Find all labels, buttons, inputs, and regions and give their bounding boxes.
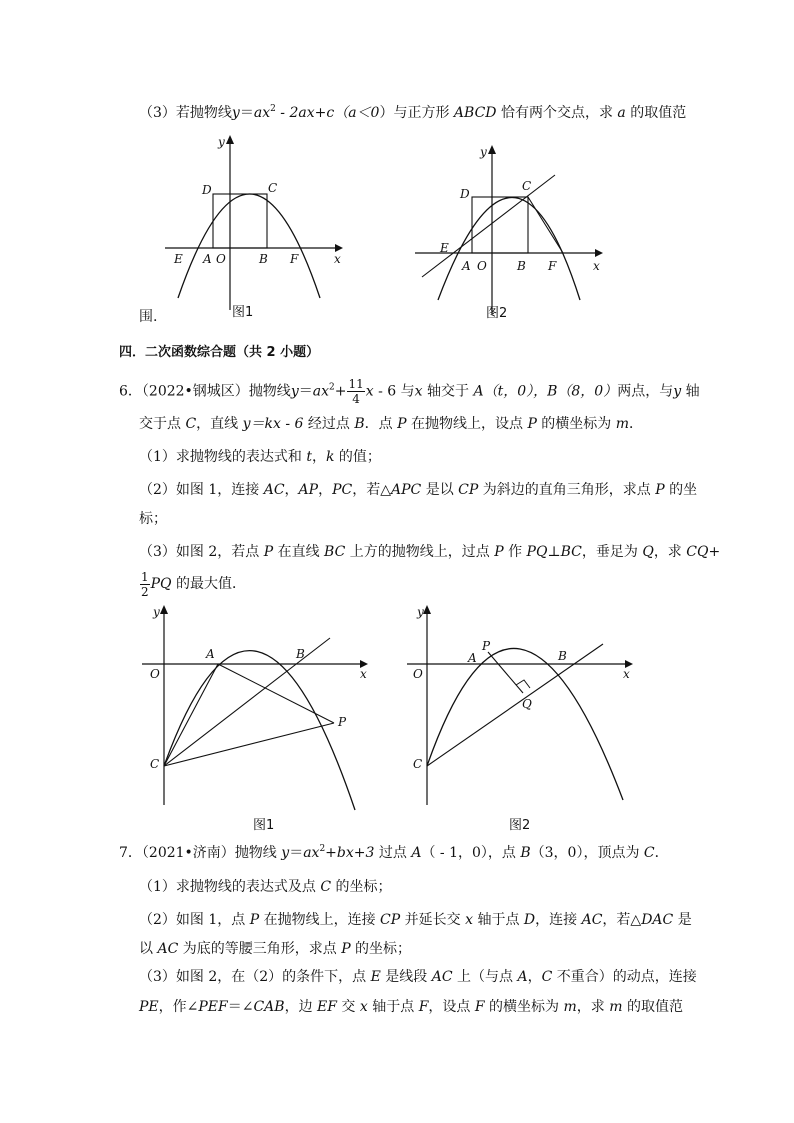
q7-expr: +bx+3 bbox=[325, 845, 375, 861]
q7-text: 为底的等腰三角形，求点 bbox=[178, 941, 342, 957]
q5-figure-1 bbox=[160, 130, 350, 320]
segment-ap bbox=[218, 664, 334, 723]
label-o: O bbox=[477, 259, 487, 273]
q7-text: ， bbox=[527, 969, 542, 985]
frac-den: 4 bbox=[352, 392, 360, 406]
q6-plus: + bbox=[708, 544, 721, 560]
q7-var: C bbox=[643, 845, 655, 861]
q6-text: 作 bbox=[503, 544, 527, 560]
label-x: x bbox=[360, 667, 367, 681]
q7-text: 的横坐标为 bbox=[484, 999, 564, 1015]
label-f: F bbox=[290, 252, 299, 266]
frac-num: 1 bbox=[141, 569, 149, 584]
q5-figure-2 bbox=[410, 140, 610, 320]
q7-var: AC bbox=[431, 969, 453, 985]
q7-var: m bbox=[563, 999, 577, 1015]
q5-part3-line bbox=[139, 103, 686, 123]
label-o: O bbox=[150, 667, 160, 681]
q5-part3-lead: （3）若抛物线 bbox=[139, 105, 232, 121]
label-o: O bbox=[216, 252, 226, 266]
line-ec bbox=[422, 175, 555, 277]
q7-var: A bbox=[517, 969, 528, 985]
y-axis-arrow bbox=[160, 605, 168, 614]
q6-var: y bbox=[290, 383, 299, 400]
parabola bbox=[164, 651, 355, 810]
section-4-title: 四．二次函数综合题（共 2 小题） bbox=[119, 345, 320, 360]
q7-var: AC bbox=[157, 941, 179, 957]
label-b: B bbox=[296, 647, 305, 661]
q5-tail: 恰有两个交点，求 bbox=[496, 105, 618, 121]
parabola bbox=[178, 194, 320, 298]
q6-text: 在直线 bbox=[273, 544, 325, 560]
label-a: A bbox=[468, 651, 477, 665]
label-a: A bbox=[462, 259, 471, 273]
y-axis-arrow bbox=[488, 145, 496, 154]
q6-text: 抛物线 bbox=[248, 383, 291, 400]
q7-text: 的坐标； bbox=[331, 879, 392, 895]
x-axis-arrow bbox=[595, 249, 603, 257]
q7-text: （ - 1，0），点 bbox=[421, 845, 521, 861]
label-d: D bbox=[202, 183, 212, 197]
q7-text: ，求 bbox=[576, 999, 610, 1015]
q5-square: ABCD bbox=[453, 105, 497, 121]
q6-var: P bbox=[494, 544, 504, 560]
caption-fig1: 图1 bbox=[253, 818, 275, 833]
caption-fig2: 图2 bbox=[509, 818, 531, 833]
q6-var: APC bbox=[391, 482, 422, 498]
label-c: C bbox=[522, 179, 532, 193]
label-x: x bbox=[623, 667, 630, 681]
q6-var: B bbox=[354, 416, 365, 432]
segment-pc bbox=[164, 723, 334, 766]
q6-text: ．点 bbox=[364, 416, 398, 432]
q6-var: PQ bbox=[150, 576, 172, 592]
q6-text: 的最大值． bbox=[171, 576, 246, 592]
q7-text: 并延长交 bbox=[400, 912, 466, 928]
label-x: x bbox=[593, 259, 600, 273]
parabola bbox=[427, 648, 623, 800]
q6-text: 的横坐标为 bbox=[536, 416, 616, 432]
q6-source: （2022•钢城区） bbox=[141, 383, 249, 400]
q6-text: ，若△ bbox=[352, 482, 391, 498]
q5-cond: a＜0 bbox=[348, 105, 380, 121]
q7-part2-wrap bbox=[139, 939, 411, 959]
q7-part2 bbox=[139, 910, 692, 930]
q6-text: 是以 bbox=[421, 482, 459, 498]
q6-var: P bbox=[263, 544, 274, 560]
q7-line-1 bbox=[119, 843, 669, 863]
fraction-11-4 bbox=[347, 377, 364, 406]
y-axis-arrow bbox=[226, 135, 234, 144]
q6-var: ax bbox=[312, 383, 329, 400]
label-b: B bbox=[517, 259, 526, 273]
fraction-1-2 bbox=[140, 570, 150, 599]
q7-text: 以 bbox=[139, 941, 158, 957]
q7-text: 抛物线 bbox=[234, 845, 282, 861]
q6-plus: + bbox=[334, 383, 347, 400]
label-y: y bbox=[153, 605, 160, 619]
q6-text: - 6 与 bbox=[373, 383, 415, 400]
q6-sup: 2 bbox=[328, 382, 335, 393]
label-q: Q bbox=[522, 697, 532, 711]
q7-var: E bbox=[370, 969, 381, 985]
q7-text: 交 bbox=[336, 999, 360, 1015]
q7-var: C bbox=[541, 969, 553, 985]
q6-line-2 bbox=[139, 414, 643, 434]
q7-text: （3）如图 2，在（2）的条件下，点 bbox=[139, 969, 371, 985]
q6-var: P bbox=[527, 416, 537, 432]
q7-source: （2021•济南） bbox=[141, 845, 235, 861]
q7-text: （3，0），顶点为 bbox=[530, 845, 644, 861]
q5-var: a bbox=[617, 105, 626, 121]
q6-var: BC bbox=[324, 544, 346, 560]
q7-text: 上（与点 bbox=[452, 969, 518, 985]
q6-text: ， bbox=[318, 482, 333, 498]
q6-text: 上方的抛物线上，过点 bbox=[345, 544, 495, 560]
label-a: A bbox=[203, 252, 212, 266]
q5-expr-rest: - 2ax+c（ bbox=[275, 105, 349, 121]
q6-var: C bbox=[185, 416, 197, 432]
q6-text: 轴 bbox=[681, 383, 700, 400]
q7-part3 bbox=[139, 967, 697, 987]
label-f: F bbox=[548, 259, 557, 273]
q5-part3-wrap: 围. bbox=[139, 309, 158, 325]
q6-text: ， bbox=[284, 482, 299, 498]
q6-text: ， bbox=[312, 449, 326, 465]
label-e: E bbox=[174, 252, 183, 266]
segment-ac bbox=[164, 664, 218, 766]
q6-text: 经过点 bbox=[303, 416, 355, 432]
q7-text: （1）求抛物线的表达式及点 bbox=[139, 879, 321, 895]
q6-text: 在抛物线上，设点 bbox=[406, 416, 528, 432]
q6-var: x bbox=[414, 383, 423, 400]
q7-text: 过点 bbox=[374, 845, 412, 861]
q7-text: 的坐标； bbox=[350, 941, 412, 957]
q6-line-1 bbox=[119, 377, 700, 406]
q7-text: ，边 bbox=[284, 999, 318, 1015]
q6-text: 的坐 bbox=[664, 482, 698, 498]
q7-var: P bbox=[249, 912, 260, 928]
q7-var: F bbox=[474, 999, 485, 1015]
label-b: B bbox=[558, 649, 567, 663]
label-a: A bbox=[206, 647, 215, 661]
q7-text: 轴于点 bbox=[473, 912, 524, 928]
q7-var: EF bbox=[317, 999, 337, 1015]
q6-text: ，直线 bbox=[196, 416, 243, 432]
q7-text: 是线段 bbox=[380, 969, 432, 985]
q5-after: ）与正方形 bbox=[379, 105, 454, 121]
q7-text: ． bbox=[654, 845, 669, 861]
q7-text: 在抛物线上，连接 bbox=[259, 912, 381, 928]
label-c: C bbox=[150, 757, 160, 771]
q6-var: P bbox=[397, 416, 407, 432]
q6-points: A（t，0），B（8，0） bbox=[473, 383, 618, 400]
q7-var: AC bbox=[581, 912, 603, 928]
q6-number: 6． bbox=[119, 383, 142, 400]
q7-var: DAC bbox=[641, 912, 674, 928]
q6-var: PQ⊥BC bbox=[526, 544, 582, 560]
q7-text: 的取值范 bbox=[622, 999, 683, 1015]
q7-var: PE bbox=[139, 999, 159, 1015]
q7-text: （2）如图 1，点 bbox=[139, 912, 250, 928]
q7-var: A bbox=[411, 845, 422, 861]
q7-text: ，设点 bbox=[428, 999, 475, 1015]
q6-var: Q bbox=[642, 544, 654, 560]
q7-var: m bbox=[609, 999, 623, 1015]
q7-var: CP bbox=[380, 912, 401, 928]
q6-var: y bbox=[673, 383, 682, 400]
y-axis-arrow bbox=[423, 605, 431, 614]
q6-var: CQ bbox=[686, 544, 709, 560]
q7-var: PEF bbox=[198, 999, 228, 1015]
q6-var: x bbox=[365, 383, 374, 400]
q6-part1 bbox=[139, 447, 381, 467]
q6-var: P bbox=[655, 482, 665, 498]
q7-text: 不重合）的动点，连接 bbox=[552, 969, 697, 985]
q5-expr-y: y bbox=[231, 105, 240, 121]
q7-var: ax bbox=[303, 845, 320, 861]
q6-var: k bbox=[326, 449, 335, 465]
square-abcd bbox=[472, 197, 528, 253]
q5-end: 的取值范 bbox=[625, 105, 687, 121]
q6-text: 的值； bbox=[334, 449, 381, 465]
x-axis-arrow bbox=[335, 244, 343, 252]
q5-expr-sq: 2 bbox=[270, 104, 276, 114]
q7-var: B bbox=[520, 845, 531, 861]
label-x: x bbox=[334, 252, 341, 266]
line-cf bbox=[528, 197, 563, 253]
q6-text: ． bbox=[629, 416, 644, 432]
label-d: D bbox=[460, 187, 470, 201]
line-bc bbox=[427, 644, 603, 766]
q6-var: AC bbox=[263, 482, 285, 498]
square-abcd bbox=[213, 194, 267, 248]
q6-part3 bbox=[139, 542, 720, 562]
label-p: P bbox=[338, 715, 347, 729]
q7-text: ，若△ bbox=[602, 912, 642, 928]
label-b: B bbox=[259, 252, 268, 266]
label-e: E bbox=[440, 241, 449, 255]
q6-var: m bbox=[615, 416, 630, 432]
label-p: P bbox=[482, 639, 491, 653]
q6-var: CP bbox=[458, 482, 479, 498]
q6-eq: ＝ bbox=[298, 383, 313, 400]
q7-var: D bbox=[523, 912, 536, 928]
q6-var: AP bbox=[298, 482, 319, 498]
q7-var: P bbox=[341, 941, 351, 957]
frac-den: 2 bbox=[141, 584, 149, 599]
q6-part3-wrap bbox=[139, 568, 246, 600]
q6-text: 两点，与 bbox=[617, 383, 674, 400]
q6-text: 轴交于 bbox=[422, 383, 474, 400]
q6-text: （1）求抛物线的表达式和 bbox=[139, 449, 307, 465]
q7-var: F bbox=[418, 999, 429, 1015]
q6-text: （3）如图 2，若点 bbox=[139, 544, 264, 560]
q6-figure-2 bbox=[405, 600, 640, 835]
label-o: O bbox=[413, 667, 423, 681]
q7-var: x bbox=[359, 999, 368, 1015]
caption-fig2: 图2 bbox=[486, 306, 508, 321]
q7-var: CAB bbox=[253, 999, 285, 1015]
q6-text: （2）如图 1，连接 bbox=[139, 482, 264, 498]
label-c: C bbox=[268, 181, 278, 195]
label-c: C bbox=[413, 757, 423, 771]
q7-text: ＝∠ bbox=[227, 999, 254, 1015]
q7-var: C bbox=[320, 879, 332, 895]
q7-text: ，作∠ bbox=[158, 999, 199, 1015]
q6-part2 bbox=[139, 480, 697, 500]
q6-text: ，求 bbox=[653, 544, 687, 560]
segment-pq bbox=[488, 652, 523, 693]
q7-text: 是 bbox=[673, 912, 692, 928]
q7-text: 轴于点 bbox=[367, 999, 419, 1015]
q5-expr-eq: ＝ bbox=[239, 105, 254, 121]
label-y: y bbox=[417, 605, 424, 619]
frac-num: 11 bbox=[348, 377, 364, 391]
q7-number: 7． bbox=[119, 845, 142, 861]
q6-var: PC bbox=[332, 482, 353, 498]
label-y: y bbox=[218, 135, 225, 149]
q7-var: y bbox=[281, 845, 290, 861]
q6-line-expr: y＝kx - 6 bbox=[242, 416, 304, 432]
q6-figure-1 bbox=[140, 600, 375, 835]
q6-text: 交于点 bbox=[139, 416, 186, 432]
q7-part1 bbox=[139, 877, 392, 897]
caption-fig1: 图1 bbox=[232, 305, 254, 320]
q6-text: 为斜边的直角三角形，求点 bbox=[478, 482, 656, 498]
q7-var: x bbox=[465, 912, 473, 928]
q7-sup: 2 bbox=[319, 844, 326, 854]
q6-var: t bbox=[306, 449, 312, 465]
q6-part2-wrap: 标； bbox=[139, 511, 167, 527]
q6-text: ，垂足为 bbox=[581, 544, 643, 560]
q5-expr-a: ax bbox=[253, 105, 271, 121]
q7-text: ，连接 bbox=[535, 912, 582, 928]
q7-eq: ＝ bbox=[289, 845, 304, 861]
q7-part3-wrap bbox=[139, 997, 683, 1017]
label-y: y bbox=[480, 145, 487, 159]
line-bc bbox=[164, 638, 330, 766]
